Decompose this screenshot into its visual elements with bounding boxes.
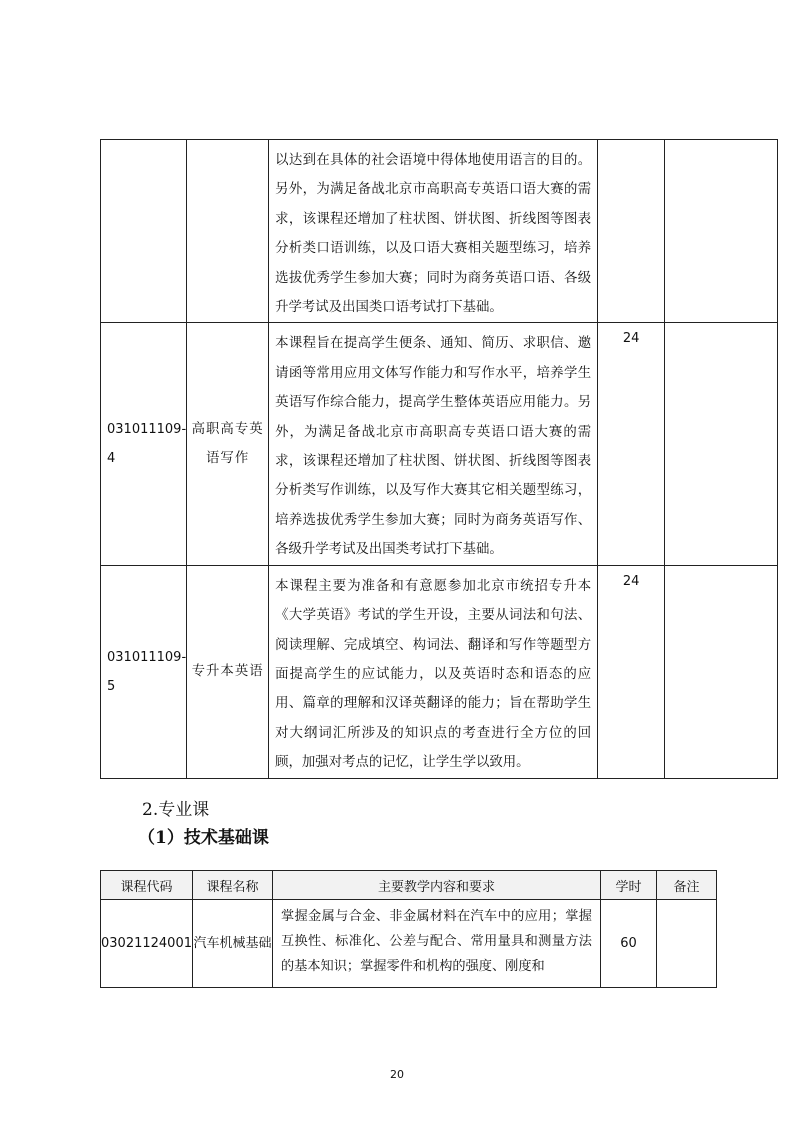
course-name <box>187 140 269 323</box>
table-row <box>101 900 717 988</box>
course-table-tech-basics <box>100 870 717 988</box>
course-content: 以达到在具体的社会语境中得体地使用语言的目的。另外，为满足备战北京市高职高专英语口语大赛的需求，该课程还增加了柱状图、饼状图、折线图等图表分析类口语训练，以及口语大赛相关题型练习，培养选拔优秀学生参加大赛；同时为商务英语口语、各级升学考试及出国类口语考试打下基础。 <box>269 140 598 323</box>
course-note <box>665 323 778 565</box>
course-name: 专升本英语 <box>187 565 269 778</box>
table-row <box>101 140 778 323</box>
table-header-row <box>101 871 717 900</box>
column-header: 课程代码 <box>101 871 193 900</box>
course-code: 03021124001 <box>101 900 193 988</box>
column-header: 学时 <box>600 871 656 900</box>
section-heading: 2.专业课 <box>142 800 210 820</box>
course-note <box>656 900 716 988</box>
column-header: 备注 <box>656 871 716 900</box>
table-row <box>101 323 778 565</box>
column-header: 课程名称 <box>192 871 272 900</box>
course-table-continued <box>100 139 778 779</box>
course-hours: 60 <box>600 900 656 988</box>
course-note <box>665 565 778 778</box>
course-content: 掌握金属与合金、非金属材料在汽车中的应用；掌握互换性、标准化、公差与配合、常用量具和测量方法的基本知识；掌握零件和机构的强度、刚度和 <box>272 900 600 988</box>
course-note <box>665 140 778 323</box>
course-hours: 24 <box>598 323 665 565</box>
subsection-heading: （1）技术基础课 <box>138 828 269 848</box>
column-header: 主要教学内容和要求 <box>272 871 600 900</box>
table-row <box>101 565 778 778</box>
course-code <box>101 140 187 323</box>
course-code: 031011109-4 <box>101 323 187 565</box>
course-hours: 24 <box>598 565 665 778</box>
course-content: 本课程旨在提高学生便条、通知、简历、求职信、邀请函等常用应用文体写作能力和写作水平，培养学生英语写作综合能力，提高学生整体英语应用能力。另外，为满足备战北京市高职高专英语口语大赛的需求，该课程还增加了柱状图、饼状图、折线图等图表分析类写作训练，以及写作大赛其它相关题型练习，培养选拔优秀学生参加大赛；同时为商务英语写作、各级升学考试及出国类考试打下基础。 <box>269 323 598 565</box>
course-content: 本课程主要为准备和有意愿参加北京市统招专升本《大学英语》考试的学生开设，主要从词法和句法、阅读理解、完成填空、构词法、翻译和写作等题型方面提高学生的应试能力，以及英语时态和语态的应用、篇章的理解和汉译英翻译的能力；旨在帮助学生对大纲词汇所涉及的知识点的考查进行全方位的回顾，加强对考点的记忆，让学生学以致用。 <box>269 565 598 778</box>
course-hours <box>598 140 665 323</box>
course-code: 031011109-5 <box>101 565 187 778</box>
course-name: 汽车机械基础 <box>192 900 272 988</box>
page-number: 20 <box>390 1068 404 1081</box>
course-name: 高职高专英语写作 <box>187 323 269 565</box>
